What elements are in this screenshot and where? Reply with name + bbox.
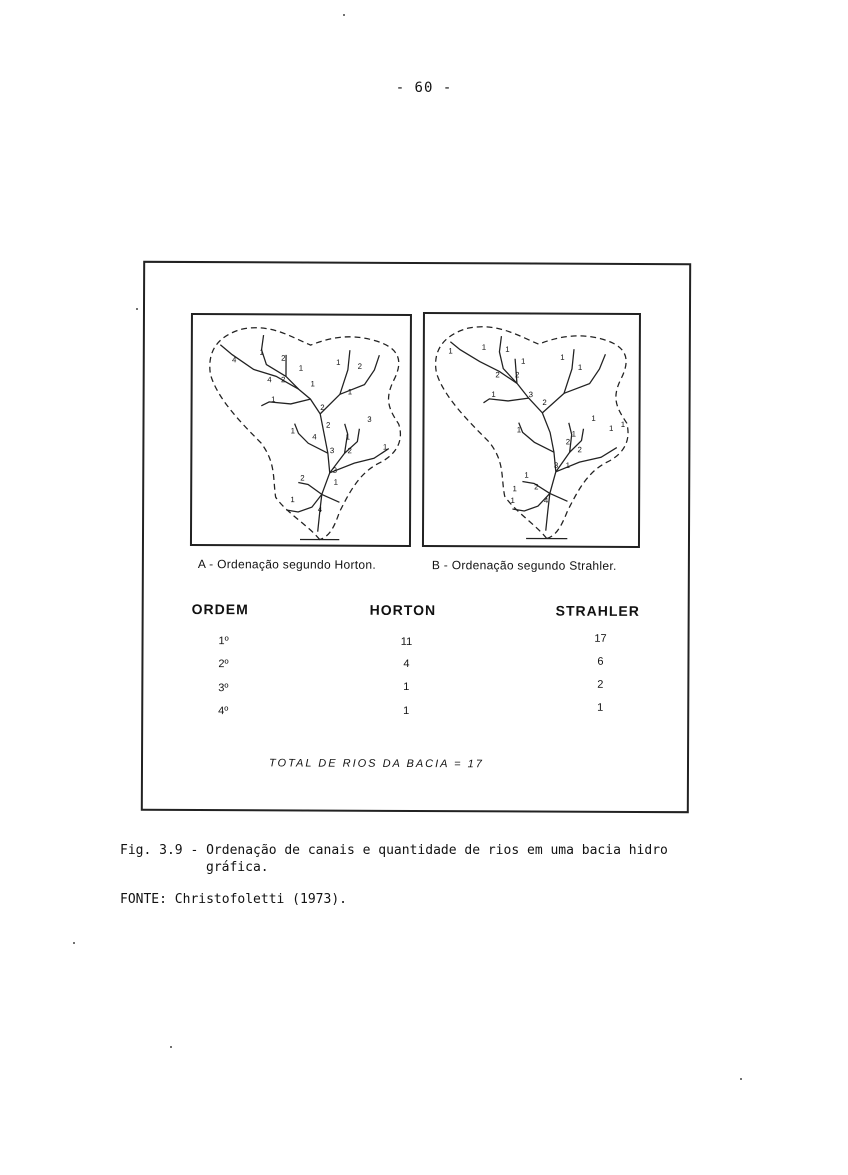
order-label: 1	[310, 379, 315, 389]
order-label: 1	[290, 426, 296, 436]
order-label: 2	[281, 375, 286, 385]
order-label: 1	[345, 432, 351, 442]
scan-speck	[170, 1046, 172, 1048]
order-label: 4	[232, 355, 237, 365]
order-label: 1	[448, 346, 453, 356]
order-label: 1	[347, 387, 353, 397]
order-label: 1	[491, 389, 496, 399]
figure-caption-line-2: gráfica.	[206, 860, 269, 875]
order-label: 1	[620, 419, 626, 429]
basin-panel-strahler	[422, 312, 641, 548]
order-label: 1	[565, 460, 571, 470]
order-label: 2	[326, 420, 331, 430]
table-header-strahler: STRAHLER	[555, 602, 640, 619]
figure-frame	[141, 261, 691, 813]
table-cell-horton: 4	[403, 657, 410, 670]
order-label: 1	[524, 470, 529, 480]
order-label: 2	[577, 445, 582, 455]
order-label: 3	[332, 465, 338, 475]
table-cell-ordem: 3º	[218, 682, 229, 695]
order-label: 1	[298, 363, 304, 373]
table-cell-strahler: 6	[597, 655, 604, 668]
order-label: 2	[495, 370, 500, 380]
order-label: 3	[553, 460, 559, 470]
order-label: 2	[320, 402, 325, 412]
order-label: 1	[290, 495, 295, 505]
scan-speck	[740, 1078, 742, 1080]
table-cell-strahler: 17	[594, 632, 607, 645]
order-label: 2	[515, 370, 520, 380]
order-label: 1	[505, 344, 510, 354]
order-label: 3	[528, 390, 534, 400]
order-label: 2	[300, 473, 305, 483]
order-label: 1	[382, 442, 388, 452]
table-cell-strahler: 1	[597, 701, 604, 714]
figure-caption-line-1: Fig. 3.9 - Ordenação de canais e quantidade de rios em uma bacia hidro	[120, 843, 668, 858]
order-label: 1	[560, 352, 565, 362]
order-label: 2	[534, 482, 539, 492]
order-label: 3	[367, 414, 372, 424]
order-label: 2	[281, 353, 286, 363]
basin-diagram-horton	[192, 315, 410, 545]
order-label: 2	[347, 446, 352, 456]
basin-diagram-strahler	[424, 314, 639, 546]
order-label: 1	[609, 423, 614, 433]
table-cell-horton: 1	[403, 704, 410, 717]
order-label: 1	[577, 362, 583, 372]
order-label: 1	[481, 342, 487, 352]
table-cell-ordem: 2º	[218, 658, 229, 671]
order-label: 1	[510, 496, 515, 506]
order-label: 1	[333, 477, 339, 487]
page-number: - 60 -	[395, 80, 453, 96]
figure-caption	[120, 842, 740, 876]
order-label: 4	[317, 505, 323, 515]
panel-a-caption: A - Ordenação segundo Horton.	[197, 557, 377, 572]
order-label: 3	[329, 446, 335, 456]
order-label: 1	[512, 484, 517, 494]
main-channel	[514, 356, 556, 531]
scan-speck	[73, 942, 75, 944]
table-header-horton: HORTON	[369, 601, 437, 619]
source-citation: FONTE: Christofoletti (1973).	[120, 892, 347, 907]
scan-speck	[343, 14, 345, 16]
order-label: 1	[259, 347, 264, 357]
table-cell-horton: 1	[403, 680, 410, 693]
table-cell-horton: 11	[400, 635, 413, 648]
order-label: 4	[267, 375, 272, 385]
table-cell-strahler: 2	[597, 678, 604, 691]
order-label: 2	[542, 398, 547, 408]
order-label: 1	[271, 394, 276, 404]
order-label: 4	[543, 496, 549, 506]
basin-divide	[435, 327, 629, 539]
order-label: 2	[565, 437, 571, 447]
order-label: 1	[591, 413, 596, 423]
order-label: 1	[571, 429, 577, 439]
basin-panel-horton	[190, 313, 412, 547]
order-label: 4	[312, 432, 317, 442]
scan-speck	[136, 308, 138, 310]
order-label: 1	[336, 357, 341, 367]
basin-divide	[209, 328, 401, 540]
order-label: 1	[516, 425, 522, 435]
total-rivers: TOTAL DE RIOS DA BACIA = 17	[268, 757, 484, 771]
table-cell-ordem: 1º	[218, 635, 229, 648]
order-label: 2	[357, 361, 363, 371]
panel-b-caption: B - Ordenação segundo Strahler.	[431, 558, 617, 573]
table-header-ordem: ORDEM	[191, 601, 249, 618]
order-label: 1	[520, 356, 526, 366]
table-cell-ordem: 4º	[218, 705, 229, 718]
